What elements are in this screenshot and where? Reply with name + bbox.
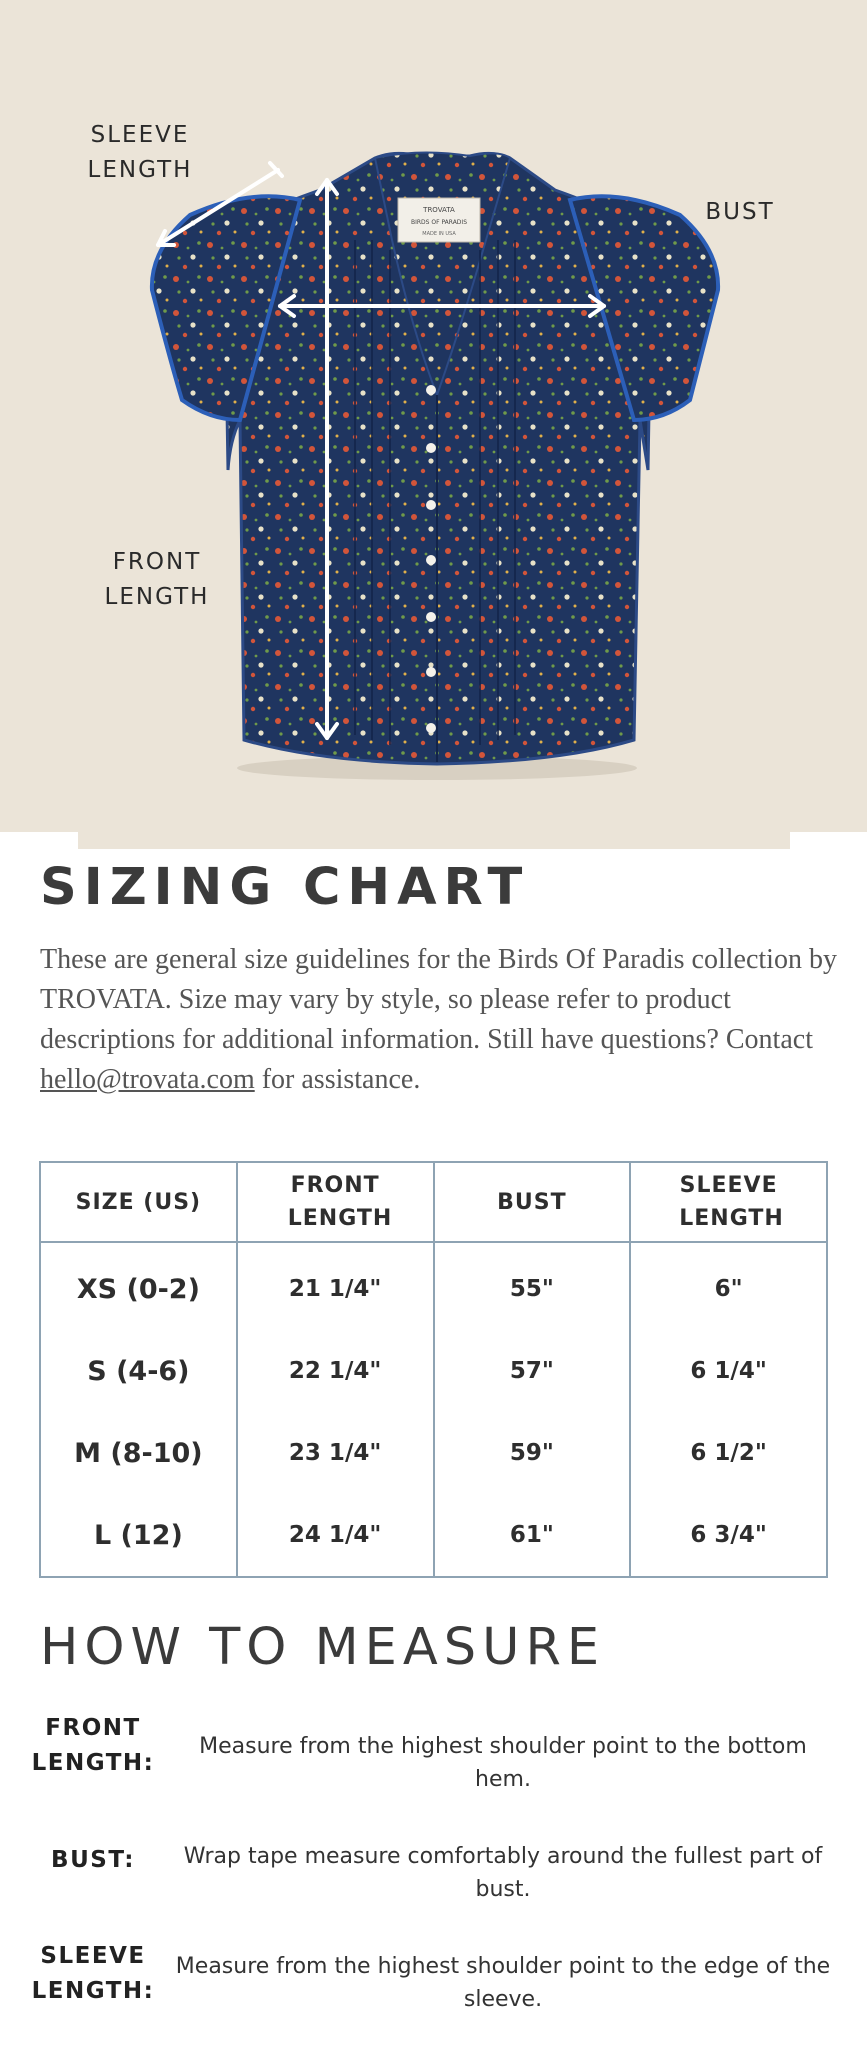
front-length-cell: 21 1/4" bbox=[237, 1242, 434, 1330]
page-title: SIZING CHART bbox=[40, 858, 530, 917]
bust-cell: 57" bbox=[434, 1330, 631, 1412]
size-cell: XS (0-2) bbox=[40, 1242, 237, 1330]
size-table bbox=[39, 1161, 828, 1578]
front-length-measure-label: FRONT LENGTH: bbox=[31, 1715, 155, 1776]
contact-email-link[interactable]: hello@trovata.com bbox=[40, 1064, 255, 1095]
table-row bbox=[40, 1330, 827, 1412]
sleeve-length-cell: 6 3/4" bbox=[630, 1494, 827, 1577]
sleeve-length-cell: 6" bbox=[630, 1242, 827, 1330]
hero-divider bbox=[78, 832, 790, 849]
front-length-cell: 23 1/4" bbox=[237, 1412, 434, 1494]
header-sleeve-length: SLEEVE LENGTH bbox=[630, 1162, 827, 1242]
front-length-cell: 22 1/4" bbox=[237, 1330, 434, 1412]
front-length-measure-desc: Measure from the highest shoulder point to the bottom hem. bbox=[199, 1734, 807, 1792]
svg-text:MADE IN USA: MADE IN USA bbox=[422, 231, 456, 237]
table-row bbox=[40, 1242, 827, 1330]
sleeve-length-label: SLEEVE LENGTH bbox=[87, 122, 193, 183]
size-cell: S (4-6) bbox=[40, 1330, 237, 1412]
table-header-row bbox=[40, 1162, 827, 1242]
intro-suffix: for assistance. bbox=[261, 1064, 421, 1095]
intro-text: These are general size guidelines for the Birds Of Paradis collection by TROVATA. Size may vary by style, so please refer to product descriptions for additional information. Still have questions? Contact bbox=[40, 944, 837, 1055]
measurement-diagram bbox=[0, 0, 867, 832]
sleeve-length-cell: 6 1/2" bbox=[630, 1412, 827, 1494]
bust-cell: 61" bbox=[434, 1494, 631, 1577]
header-front-length: FRONT LENGTH bbox=[237, 1162, 434, 1242]
front-length-label: FRONT LENGTH bbox=[104, 549, 210, 610]
bust-cell: 59" bbox=[434, 1412, 631, 1494]
size-cell: L (12) bbox=[40, 1494, 237, 1577]
header-size: SIZE (US) bbox=[40, 1162, 237, 1242]
bust-measure-desc: Wrap tape measure comfortably around the fullest part of bust. bbox=[183, 1844, 823, 1902]
sleeve-length-measure-desc: Measure from the highest shoulder point to the edge of the sleeve. bbox=[175, 1954, 831, 2012]
svg-text:TROVATA: TROVATA bbox=[423, 206, 455, 214]
bust-cell: 55" bbox=[434, 1242, 631, 1330]
bust-measure-label: BUST: bbox=[51, 1847, 135, 1873]
sleeve-length-cell: 6 1/4" bbox=[630, 1330, 827, 1412]
how-to-measure-title: HOW TO MEASURE bbox=[40, 1618, 606, 1677]
intro-paragraph bbox=[40, 940, 840, 1100]
table-row bbox=[40, 1412, 827, 1494]
front-length-cell: 24 1/4" bbox=[237, 1494, 434, 1577]
table-row bbox=[40, 1494, 827, 1577]
bust-label: BUST bbox=[705, 199, 775, 225]
svg-text:BIRDS OF PARADIS: BIRDS OF PARADIS bbox=[410, 219, 468, 226]
header-bust: BUST bbox=[434, 1162, 631, 1242]
sleeve-length-measure-label: SLEEVE LENGTH: bbox=[31, 1943, 155, 2004]
size-cell: M (8-10) bbox=[40, 1412, 237, 1494]
